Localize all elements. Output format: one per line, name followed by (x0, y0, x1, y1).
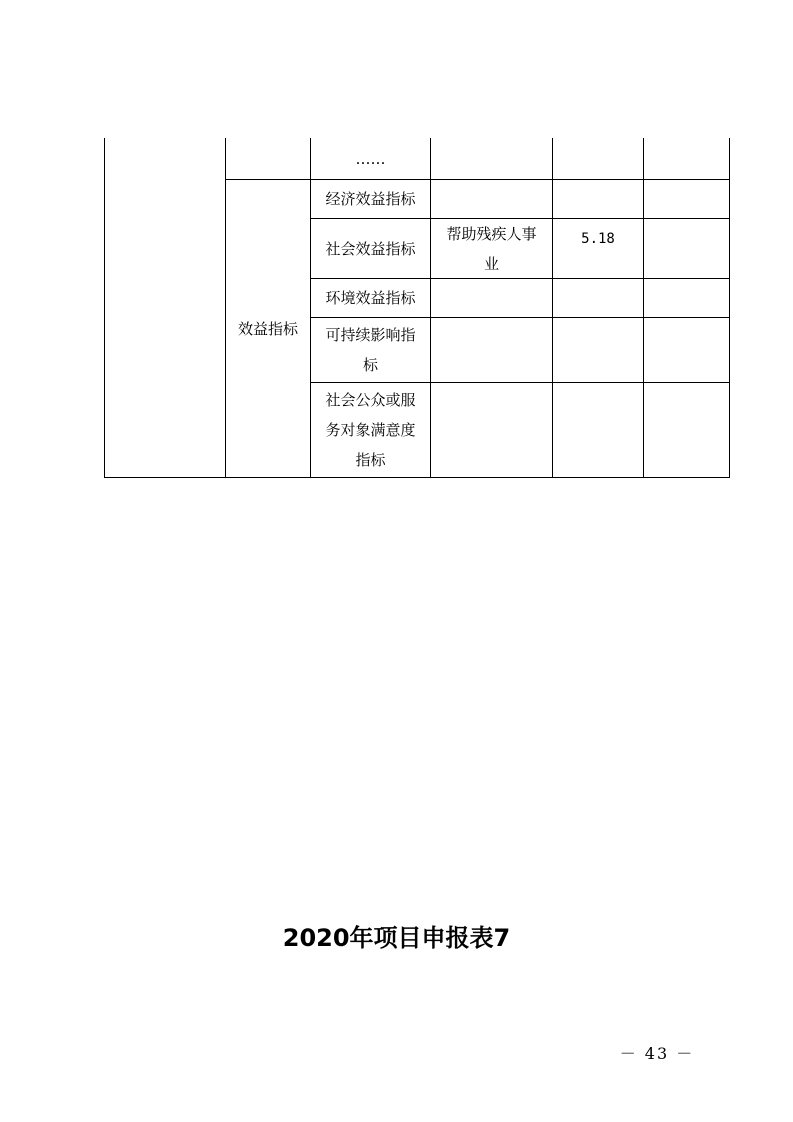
performance-indicator-table (104, 138, 730, 478)
page-number: － 43 － (619, 1044, 695, 1063)
indicator-cell: 环境效益指标 (325, 289, 416, 307)
content-cell (431, 180, 552, 218)
content-cell: 帮助残疾人事业 (446, 224, 537, 273)
indicator-cell: 社会效益指标 (325, 239, 416, 258)
indicator-cell: 社会公众或服务对象满意度指标 (325, 391, 416, 469)
content-cell (431, 318, 552, 382)
continuation-ellipsis: …… (355, 149, 386, 168)
indicator-cell: 经济效益指标 (325, 190, 416, 208)
value-cell (553, 180, 643, 218)
value-cell (553, 383, 643, 477)
table-bottom-border (104, 477, 730, 478)
indicator-cell: 可持续影响指标 (325, 326, 416, 374)
column-divider (643, 138, 644, 478)
value-cell (553, 318, 643, 382)
level1-indicator-label: 效益指标 (237, 319, 298, 338)
extra-cell (644, 138, 729, 179)
table-right-border (729, 138, 730, 478)
content-cell (431, 279, 552, 317)
value-cell (553, 279, 643, 317)
content-cell (431, 383, 552, 477)
section-title: 2020年项目申报表7 (282, 924, 511, 952)
value-cell: 5.18 (581, 231, 615, 247)
table-left-border (104, 138, 105, 478)
